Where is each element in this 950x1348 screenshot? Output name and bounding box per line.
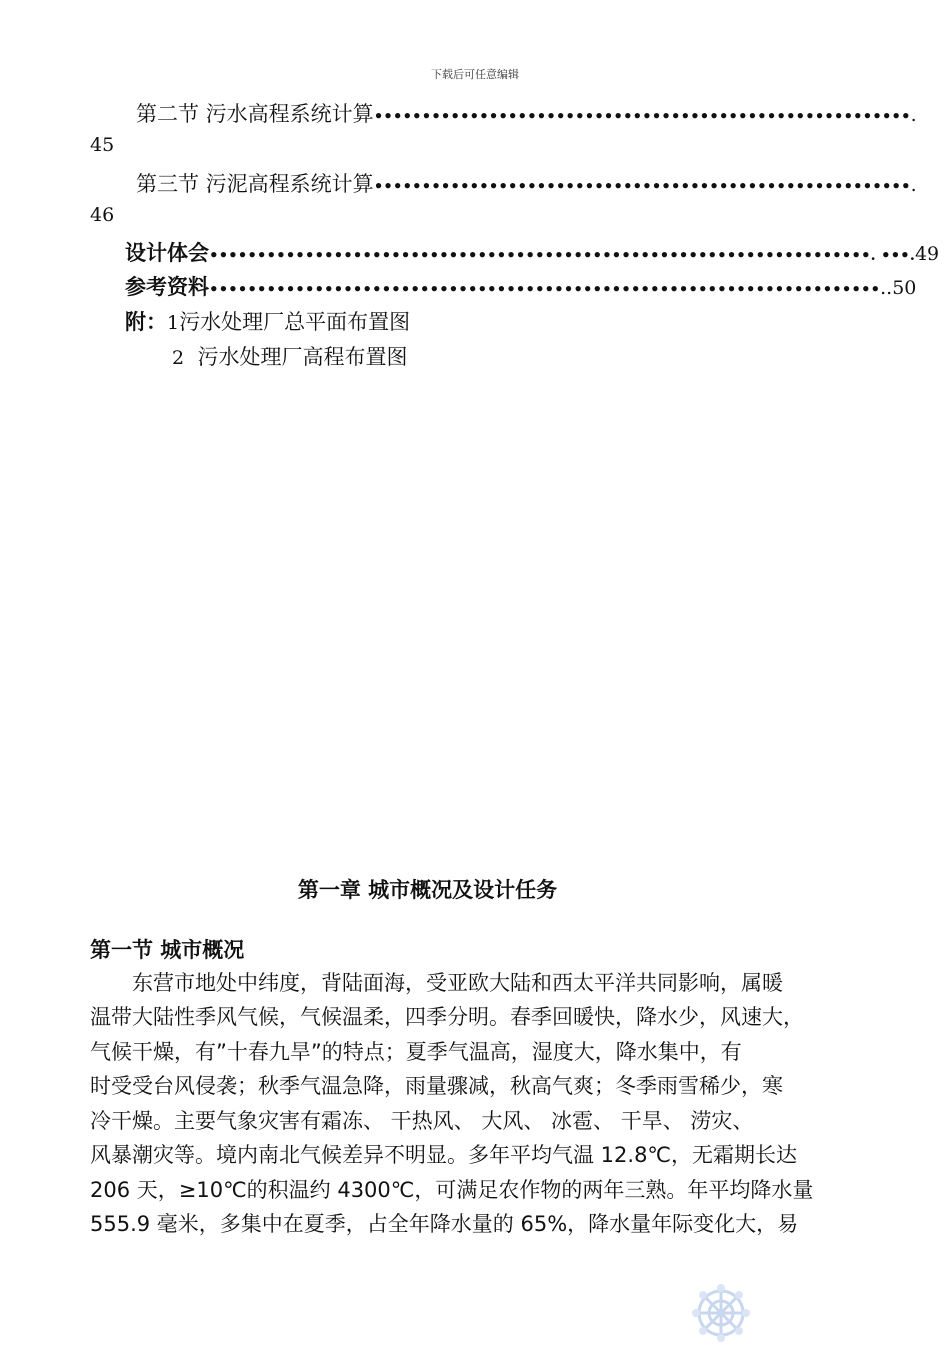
appendix-item-2[interactable] bbox=[172, 341, 407, 371]
appendix-label: 附： bbox=[125, 310, 167, 334]
toc-entry-label: 设计体会 bbox=[125, 241, 209, 265]
toc-leader-tail: . •••. bbox=[870, 246, 915, 264]
body-line: 555.9 毫米，多集中在夏季，占全年降水量的 65%，降水量年际变化大，易 bbox=[90, 1212, 799, 1236]
page-header: 下载后可任意编辑 bbox=[431, 68, 519, 81]
toc-page-number: 45 bbox=[90, 134, 115, 156]
body-line: 温带大陆性季风气候，气候温柔，四季分明。春季回暖快，降水少，风速大， bbox=[90, 1005, 804, 1029]
toc-page-number: 46 bbox=[90, 204, 115, 226]
section-title: 第一节 城市概况 bbox=[90, 938, 245, 962]
body-line: 冷干燥。主要气象灾害有霜冻、 干热风、 大风、 冰雹、 干旱、 涝灾、 bbox=[90, 1109, 754, 1133]
toc-leader-dots: ••••••••••••••••••••••••••••••••••••••••••••••••••••••••••••••••••••• bbox=[209, 246, 871, 264]
toc-leader-dots: •••••••••••••••••••••••••••••••••••••••••••••••••••••••• bbox=[373, 177, 911, 195]
body-line: 风暴潮灾等。境内南北气候差异不明显。多年平均气温 12.8℃，无霜期长达 bbox=[90, 1143, 798, 1167]
toc-leader-dots: •••••••••••••••••••••••••••••••••••••••••••••••••••••••••••••••••••••• bbox=[209, 280, 881, 298]
toc-entry-label: 第二节 污水高程系统计算 bbox=[136, 102, 374, 126]
toc-entry-label: 参考资料 bbox=[125, 275, 209, 299]
toc-leader-tail: . bbox=[910, 104, 917, 126]
toc-entry-design-experience[interactable] bbox=[125, 237, 939, 267]
toc-entry-section-2[interactable] bbox=[136, 98, 917, 128]
appendix-item-text: 污水处理厂高程布置图 bbox=[197, 345, 408, 369]
toc-entry-section-3[interactable] bbox=[136, 168, 917, 198]
toc-leader-tail: . bbox=[910, 174, 917, 196]
appendix-item-text: 污水处理厂总平面布置图 bbox=[179, 310, 411, 334]
appendix-item-1[interactable] bbox=[125, 306, 410, 336]
body-line: 时受受台风侵袭；秋季气温急降，雨量骤减，秋高气爽；冬季雨雪稀少，寒 bbox=[90, 1074, 783, 1098]
toc-leader-dots: •••••••••••••••••••••••••••••••••••••••••••••••••••••••• bbox=[373, 107, 911, 125]
chapter-title: 第一章 城市概况及设计任务 bbox=[297, 878, 558, 902]
appendix-item-number: 2 bbox=[172, 347, 185, 369]
body-line: 东营市地处中纬度，背陆面海，受亚欧大陆和西太平洋共同影响，属暖 bbox=[90, 971, 783, 995]
toc-page-number: 49 bbox=[914, 243, 940, 265]
body-line: 气候干燥，有”十春九旱”的特点；夏季气温高，湿度大，降水集中，有 bbox=[90, 1040, 742, 1064]
toc-leader-tail: .. bbox=[880, 277, 893, 299]
appendix-item-number: 1 bbox=[167, 312, 180, 334]
toc-entry-label: 第三节 污泥高程系统计算 bbox=[136, 172, 374, 196]
toc-page-number: 50 bbox=[892, 277, 917, 299]
toc-entry-references[interactable] bbox=[125, 271, 916, 301]
snowflake-seal-icon bbox=[690, 1282, 752, 1344]
body-line: 206 天，≥10℃的积温约 4300℃，可满足农作物的两年三熟。年平均降水量 bbox=[90, 1178, 814, 1202]
